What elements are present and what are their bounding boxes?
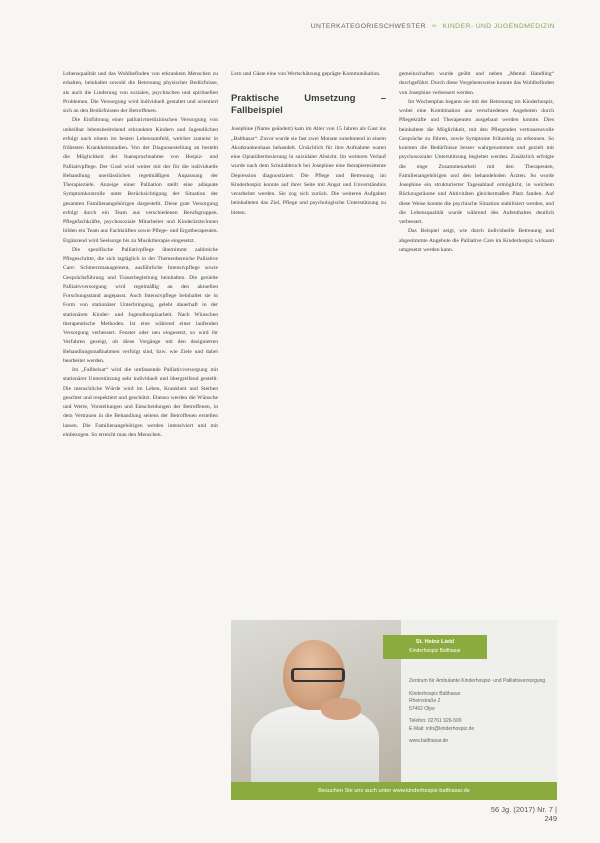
paragraph: Josephine (Name geändert) kam im Alter von 15 Jahren als Gast ins „Balthasar“. Zuvor wurde sie fast zwei Monate zunehmend in einem Akutkrankenhaus behandelt. Ursächlich für ihre Aufnahme waren eine Opiatüberdosierung in suizidaler Absicht. Im weiteren Verlauf wurde nach dem Schulabbruch bei Josephine eine therapieresistente Depression diagnostiziert. Die Pflege und Betreuung im Kinderhospiz konnte auf ihrer Seite mit Angst und Unverständnis verarbeitet werden. Sie zog sich zurück. Die weiteren Aufgaben beinhalteten das Ziel, Pflege und psychologische Unterstützung zu bieten. bbox=[231, 126, 386, 216]
info-advertisement-box bbox=[231, 620, 557, 800]
paragraph: Lebensqualität und das Wohlbefinden von erkrankten Menschen zu erhalten, beinhaltet sowohl die Betreuung physischer Bedürfnisse, als auch die Linderung von sozialen, psychischen und spirituellen Problemen. Die Versorgung wird individuell gestaltet und orientiert sich an den Bedürfnissen der Betroffenen. bbox=[63, 71, 218, 114]
section-heading: Praktische Umsetzung – Fallbeispiel bbox=[231, 93, 386, 117]
header-separator-icon: ❧ bbox=[431, 23, 438, 30]
portrait-hand bbox=[321, 698, 361, 720]
paragraph: Die spezifische Palliativpflege übernimmt zahlreiche Pflegeschritte, die sich tagtäglich in der Themenbereiche Palliative Care: Schmerzmanagement, ausführliche Intensivpflege sowie Gesprächsführung und Trauerbegleitung beinhalten. Die gezielte Palliativversorgung wird regelmäßig an den aktuellen Forschungsstand angepasst. Auch Intensivpflege beinhaltet sie in Form von stationärer Unterbringung, gelebt dauerhaft in der stationären Kinder- und Jugendhospizarbeit. Nach Wünschen therapeutische Methoden. Ist eine während einer laufenden Versorgung verbessert. Fenster oder neu eingesetzt, so wird ihr Verfahren gezeigt, ob diese Vorgänge mit den designierten Behandlungsmaßnahmen verfolgt sind, bzw. wie Ziele und dabei bearbeitet werden. bbox=[63, 246, 218, 364]
text-column-3 bbox=[399, 70, 554, 550]
text-column-1 bbox=[63, 70, 218, 800]
author-role: Kinderhospiz Balthasar bbox=[409, 648, 461, 654]
contact-phone-email: Telefon: 02761 926-500 E-Mail: info@kinderhospiz.de bbox=[409, 718, 475, 732]
contact-info bbox=[409, 678, 549, 751]
paragraph: Im Wochenplan begann sie mit der Betreuung im Kinderhospiz, wobei eine Kombination aus verschiedenen Angeboten durch Pflegekräfte und Therapeuten ausgebaut werden konnte. Dies beinhaltete die Möglichkeit, mit den Pflegenden vertrauensvolle Gespräche zu führen, sowie Symptome frühzeitig zu erkennen. So konnten die Bedürfnisse besser wahrgenommen und gezielt mit psychosozialer Unterstützung begleitet werden. Zusätzlich erfolgte die enge Zusammenarbeit mit den Therapeuten, Familienangehörigen und den behandelnden Ärzten. So wurde Josephine ein strukturierter Tagesablauf ermöglicht, in welchem Rückzugsräume und Aktivitäten gleichermaßen Platz fanden. Auf diese Weise konnte die psychische Situation stabilisiert werden, und die Lebensqualität wurde während des Aufenthaltes deutlich verbessert. bbox=[399, 98, 554, 225]
contact-address: Kinderhospiz Balthasar Rheinstraße 2 57462 Olpe bbox=[409, 690, 461, 712]
portrait-shirt bbox=[251, 706, 379, 786]
portrait-photo bbox=[231, 620, 401, 782]
contact-website-link[interactable]: www.balthasar.de bbox=[409, 738, 449, 744]
header-subsection: KINDER- UND JUGENDMEDIZIN bbox=[442, 23, 555, 30]
header-section: UNTERKATEGORIESCHWESTER bbox=[310, 23, 426, 30]
text-column-2 bbox=[231, 70, 386, 340]
paragraph: Lern und Gäste eine von Wertschätzung geprägte Kommunikation. bbox=[231, 71, 381, 77]
page-number: 56 Jg. (2017) Nr. 7 | 249 bbox=[490, 805, 557, 823]
portrait-glasses-icon bbox=[291, 668, 345, 682]
paragraph: Die Einführung einer palliativmedizinischen Versorgung von unheilbar lebensbedrohend erkrankten Kindern und Jugendlichen erfolgt nach einem im besten Lebensumfeld, welcher zumeist in frühesten Krankheitsstadien. Von der Diagnosestellung an besteht die Möglichkeit der Inanspruchnahme von Hospiz- und Palliativpflege. Der Grad wird weiter mit der für die individuelle Behandlung unerlässlichen regelmäßigen Anpassung der Therapieziele. Anzeige einer Palliation stellt eine adäquate Symptomkontrolle unter Berücksichtigung der Situation der gesamten Familienangehörigen dargestellt. Diese gute Versorgung erfolgt durch ein Team aus verschiedenen Berufsgruppen. Pflegefachkräfte, psychosoziale Mitarbeiter und Kinderärzte/innen bilden ein Team aus Fachkräften sowie Pflege- und Ergotherapeuten. Ergänzend wird Seelsorge bis zu Musiktherapie eingesetzt. bbox=[63, 117, 218, 244]
author-badge bbox=[383, 635, 487, 659]
paragraph: gemeinschaften wurde geübt und neben „Mental Handling“ durchgeführt. Durch diese Vorgehensweise konnte das Wohlbefinden von Josephine verbessert werden. bbox=[399, 71, 554, 96]
ad-footer-banner[interactable]: Besuchen Sie uns auch unter www.kinderhospiz-balthasar.de bbox=[231, 782, 557, 800]
author-name: St. Heinz Liebl bbox=[415, 639, 455, 645]
running-header bbox=[0, 22, 555, 30]
paragraph: Im „Fallbeisat“ wird die umfassende Palliativversorgung mit stationärer Unterstützung sehr individuell und übergreifend gestellt. Die menschliche Würde wird im Leben, Krankheit und Sterben geachtet und respektiert und geschützt. Ebenso werden die Wünsche und Werte, Vorstellungen und Entscheidungen der Betroffenen, in dem Vertrauen in die Behandlung seitens der Betroffenen erstellen lassen. Die Familienangehörigen werden intensiviert und mit einbezogen. So erreicht man den Menschen. bbox=[63, 367, 218, 438]
paragraph: Das Beispiel zeigt, wie durch individuelle Betreuung und abgestimmte Angebote die Palliative Care im Kinderhospiz wirksam umgesetzt werden kann. bbox=[399, 228, 554, 253]
contact-title: Zentrum für Ambulante Kinderhospiz- und Palliativversorgung bbox=[409, 678, 546, 684]
